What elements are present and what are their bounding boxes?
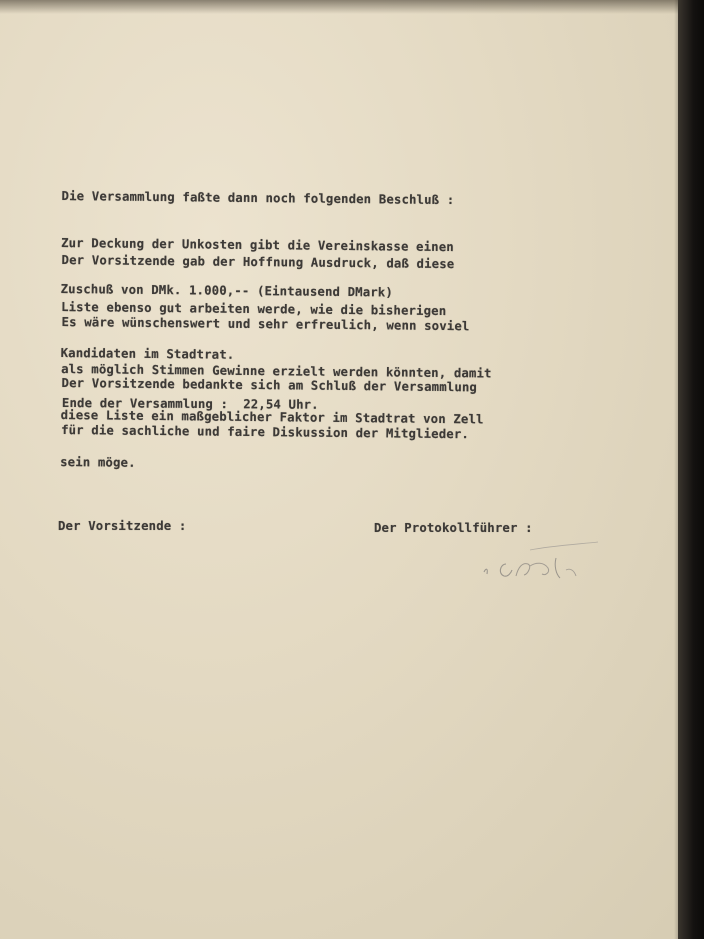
text-line: für die sachliche und faire Diskussion der Mitglieder. <box>61 422 470 441</box>
dark-background-edge <box>678 0 704 939</box>
top-shadow <box>0 0 704 14</box>
text-line: Liste ebenso gut arbeiten werde, wie die bisherigen <box>61 299 447 318</box>
text-line: sein möge. <box>60 454 136 470</box>
handwritten-signature <box>470 538 610 588</box>
text-line: Die Versammlung faßte dann noch folgenden Beschluß : <box>61 188 455 208</box>
text-line: Es wäre wünschenswert und sehr erfreulich, wenn soviel <box>61 314 470 334</box>
chair-signature-label: Der Vorsitzende : <box>58 519 187 533</box>
recorder-signature-label: Der Protokollführer : <box>374 521 533 535</box>
meeting-end-time: Ende der Versammlung : 22,54 Uhr. <box>61 396 319 412</box>
text-line: Zur Deckung der Unkosten gibt die Vereinskasse einen <box>61 235 454 254</box>
text-line: als möglich Stimmen Gewinne erzielt werden könnten, damit <box>61 361 492 381</box>
text-line: Kandidaten im Stadtrat. <box>60 345 235 362</box>
text-line: Der Vorsitzende gab der Hoffnung Ausdruck, daß diese <box>61 252 455 272</box>
text-line: Zuschuß von DMk. 1.000,-- (Eintausend DMark) <box>60 281 394 300</box>
text-line: Der Vorsitzende bedankte sich am Schluß der Versammlung <box>61 375 478 395</box>
text-line: diese Liste ein maßgeblicher Faktor im Stadtrat von Zell <box>60 407 484 427</box>
